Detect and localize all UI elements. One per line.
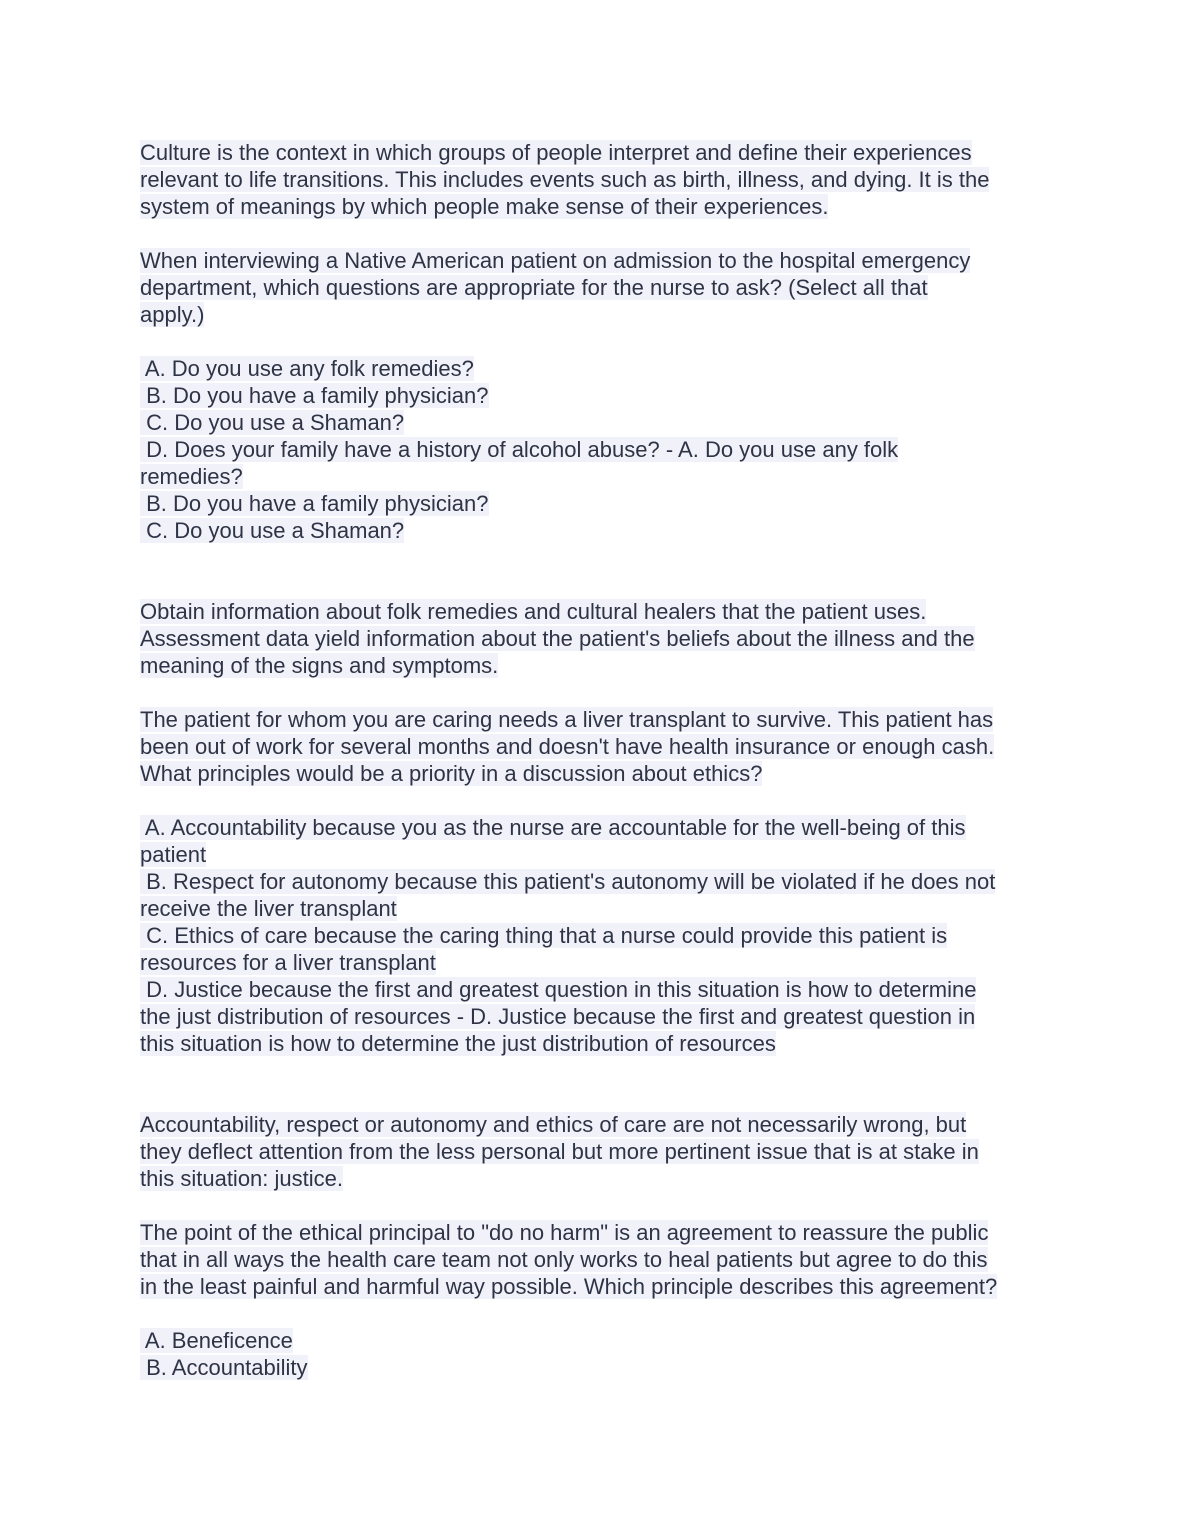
document-content [140, 139, 1060, 1381]
paragraph [140, 814, 1060, 1057]
paragraph-spacer [140, 1192, 1060, 1219]
paragraph-spacer [140, 328, 1060, 355]
paragraph [140, 139, 1060, 220]
text-line [140, 598, 1060, 625]
text-line [140, 1138, 1060, 1165]
text-line-content: C. Do you use a Shaman? [140, 518, 405, 543]
text-line [140, 247, 1060, 274]
paragraph [140, 1111, 1060, 1192]
text-line [140, 733, 1060, 760]
text-line [140, 1354, 1060, 1381]
text-line-content: The point of the ethical principal to "do no harm" is an agreement to reassure the public [140, 1220, 989, 1245]
paragraph-spacer [140, 1300, 1060, 1327]
paragraph [140, 355, 1060, 544]
text-line-content: meaning of the signs and symptoms. [140, 653, 499, 678]
paragraph-spacer [140, 679, 1060, 706]
text-line-content: in the least painful and harmful way possible. Which principle describes this agreement? [140, 1274, 998, 1299]
paragraph [140, 598, 1060, 679]
text-line-content: Accountability, respect or autonomy and ethics of care are not necessarily wrong, but [140, 1112, 967, 1137]
paragraph [140, 1327, 1060, 1381]
text-line-content: Culture is the context in which groups of people interpret and define their experiences [140, 140, 972, 165]
paragraph [140, 1219, 1060, 1300]
paragraph [140, 247, 1060, 328]
text-line [140, 922, 1060, 949]
text-line-content: B. Do you have a family physician? [140, 491, 489, 516]
text-line-content: remedies? [140, 464, 243, 489]
text-line [140, 760, 1060, 787]
text-line-content: this situation: justice. [140, 1166, 343, 1191]
text-line [140, 814, 1060, 841]
paragraph-spacer [140, 544, 1060, 598]
text-line-content: been out of work for several months and doesn't have health insurance or enough cash. [140, 734, 995, 759]
text-line [140, 139, 1060, 166]
text-line [140, 166, 1060, 193]
text-line [140, 1165, 1060, 1192]
text-line-content: Obtain information about folk remedies and cultural healers that the patient uses. [140, 599, 927, 624]
text-line [140, 436, 1060, 463]
text-line [140, 382, 1060, 409]
paragraph-spacer [140, 1057, 1060, 1111]
text-line-content: the just distribution of resources - D. Justice because the first and greatest question in [140, 1004, 976, 1029]
text-line [140, 490, 1060, 517]
text-line [140, 355, 1060, 382]
text-line [140, 1327, 1060, 1354]
text-line [140, 976, 1060, 1003]
text-line-content: B. Accountability [140, 1355, 308, 1380]
text-line [140, 841, 1060, 868]
text-line [140, 895, 1060, 922]
paragraph [140, 706, 1060, 787]
text-line-content: C. Ethics of care because the caring thing that a nurse could provide this patient is [140, 923, 948, 948]
text-line [140, 1273, 1060, 1300]
text-line-content: receive the liver transplant [140, 896, 397, 921]
text-line-content: patient [140, 842, 207, 867]
text-line [140, 1003, 1060, 1030]
text-line [140, 706, 1060, 733]
text-line-content: relevant to life transitions. This includes events such as birth, illness, and dying. It is the [140, 167, 990, 192]
text-line-content: apply.) [140, 302, 205, 327]
text-line [140, 409, 1060, 436]
text-line [140, 274, 1060, 301]
text-line-content: this situation is how to determine the just distribution of resources [140, 1031, 776, 1056]
text-line-content: Assessment data yield information about the patient's beliefs about the illness and the [140, 626, 975, 651]
text-line [140, 625, 1060, 652]
text-line [140, 1246, 1060, 1273]
text-line-content: that in all ways the health care team not only works to heal patients but agree to do this [140, 1247, 988, 1272]
text-line [140, 463, 1060, 490]
text-line-content: The patient for whom you are caring needs a liver transplant to survive. This patient has [140, 707, 994, 732]
text-line-content: A. Beneficence [140, 1328, 293, 1353]
text-line-content: D. Justice because the first and greatest question in this situation is how to determine [140, 977, 977, 1002]
text-line-content: system of meanings by which people make sense of their experiences. [140, 194, 829, 219]
text-line-content: B. Do you have a family physician? [140, 383, 489, 408]
text-line-content: B. Respect for autonomy because this patient's autonomy will be violated if he does not [140, 869, 996, 894]
text-line-content: D. Does your family have a history of alcohol abuse? - A. Do you use any folk [140, 437, 899, 462]
text-line-content: When interviewing a Native American patient on admission to the hospital emergency [140, 248, 971, 273]
text-line [140, 868, 1060, 895]
text-line [140, 301, 1060, 328]
text-line [140, 1111, 1060, 1138]
text-line-content: What principles would be a priority in a discussion about ethics? [140, 761, 763, 786]
text-line-content: resources for a liver transplant [140, 950, 436, 975]
text-line [140, 1030, 1060, 1057]
text-line [140, 1219, 1060, 1246]
text-line [140, 517, 1060, 544]
text-line-content: A. Accountability because you as the nurse are accountable for the well-being of this [140, 815, 966, 840]
paragraph-spacer [140, 220, 1060, 247]
text-line-content: they deflect attention from the less personal but more pertinent issue that is at stake in [140, 1139, 979, 1164]
text-line [140, 949, 1060, 976]
text-line-content: A. Do you use any folk remedies? [140, 356, 474, 381]
text-line [140, 652, 1060, 679]
text-line-content: C. Do you use a Shaman? [140, 410, 405, 435]
text-line-content: department, which questions are appropriate for the nurse to ask? (Select all that [140, 275, 928, 300]
text-line [140, 193, 1060, 220]
paragraph-spacer [140, 787, 1060, 814]
